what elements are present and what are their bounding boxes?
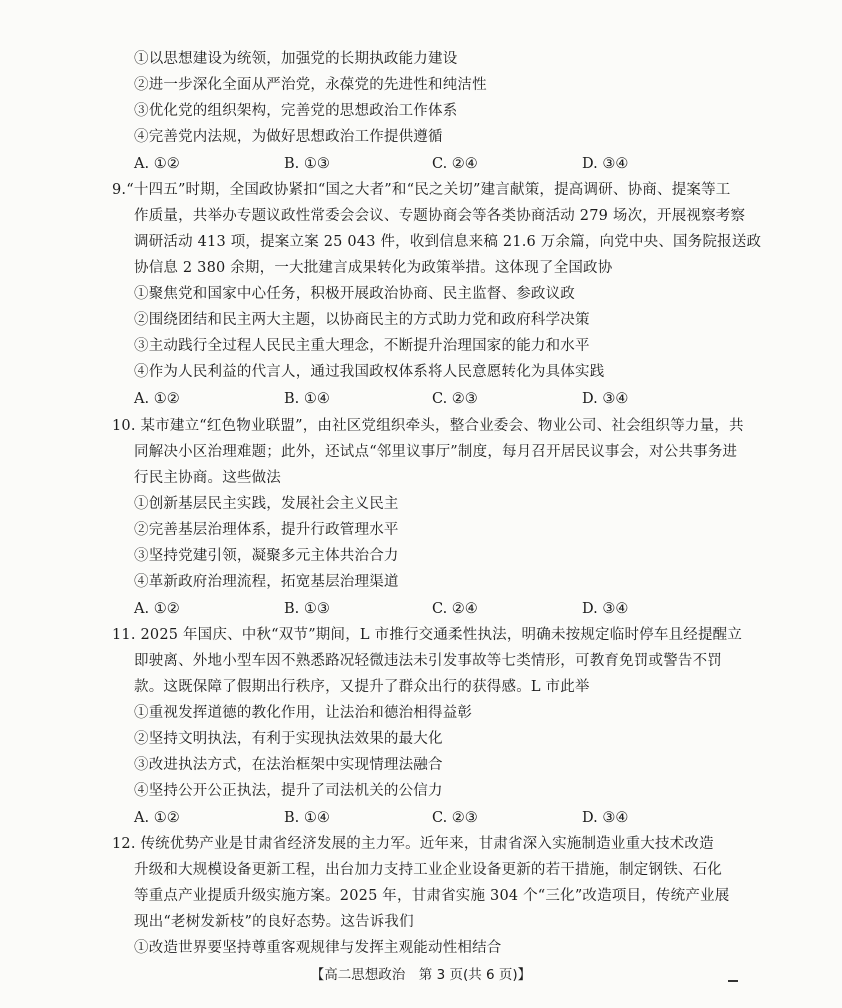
q10-option-2: ②完善基层治理体系，提升行政管理水平 [134,522,399,538]
q10-choices [134,599,794,619]
choice-a: A. ①② [134,156,180,172]
q12-stem-line-1: 12. 传统优势产业是甘肃省经济发展的主力军。近年来，甘肃省深入实施制造业重大技术改造 [112,836,714,852]
choice-c: C. ②④ [432,156,478,172]
q12-option-1: ①改造世界要坚持尊重客观规律与发挥主观能动性相结合 [134,940,502,956]
q8-option-2: ②进一步深化全面从严治党，永葆党的先进性和纯洁性 [134,77,487,93]
choice-b: B. ①③ [284,156,330,172]
q12-stem-line-2: 升级和大规模设备更新工程，出台加力支持工业企业设备更新的若干措施，制定钢铁、石化 [134,862,722,878]
choice-b: B. ①④ [284,810,330,826]
q8-option-1: ①以思想建设为统领，加强党的长期执政能力建设 [134,51,458,67]
q12-stem-line-4: 现出“老树发新枝”的良好态势。这告诉我们 [134,914,414,930]
choice-a: A. ①② [134,601,180,617]
q10-stem-line-1: 10. 某市建立“红色物业联盟”，由社区党组织牵头，整合业委会、物业公司、社会组织等力量，共 [112,418,744,434]
choice-a: A. ①② [134,810,180,826]
footer-mark [728,980,738,982]
q11-stem-line-1: 11. 2025 年国庆、中秋“双节”期间，L 市推行交通柔性执法，明确未按规定临时停车且经提醒立 [112,627,743,643]
q9-option-1: ①聚焦党和国家中心任务，积极开展政治协商、民主监督、参政议政 [134,286,575,302]
choice-c: C. ②③ [432,810,478,826]
q10-option-4: ④革新政府治理流程，拓宽基层治理渠道 [134,574,399,590]
q11-stem-line-2: 即驶离、外地小型车因不熟悉路况轻微违法未引发事故等七类情形，可教育免罚或警告不罚 [134,653,722,669]
q11-option-1: ①重视发挥道德的教化作用，让法治和德治相得益彰 [134,705,473,721]
q10-option-3: ③坚持党建引领，凝聚多元主体共治合力 [134,548,399,564]
choice-d: D. ③④ [582,156,629,172]
choice-b: B. ①④ [284,391,330,407]
q9-stem-line-3: 调研活动 413 项，提案立案 25 043 件，收到信息来稿 21.6 万余篇，向党中央、国务院报送政 [134,234,762,250]
q8-choices [134,154,794,174]
q9-stem-line-1: 9.“十四五”时期，全国政协紧扣“国之大者”和“民之关切”建言献策，提高调研、协商、提案等工 [112,182,731,198]
choice-c: C. ②④ [432,601,478,617]
q9-option-2: ②围绕团结和民主两大主题，以协商民主的方式助力党和政府科学决策 [134,312,590,328]
q9-stem-line-2: 作质量，共举办专题议政性常委会会议、专题协商会等各类协商活动 279 场次，开展视察考察 [134,208,746,224]
q11-option-3: ③改进执法方式，在法治框架中实现情理法融合 [134,757,443,773]
page-footer: 【高二思想政治 第 3 页(共 6 页)】 [310,967,532,983]
q12-stem-line-3: 等重点产业提质升级实施方案。2025 年，甘肃省实施 304 个“三化”改造项目，传统产业展 [134,888,730,904]
q10-stem-line-2: 同解决小区治理难题；此外，还试点“邻里议事厅”制度，每月召开居民议事会，对公共事务进 [134,444,738,460]
choice-a: A. ①② [134,391,180,407]
q10-option-1: ①创新基层民主实践，发展社会主义民主 [134,496,399,512]
q9-choices [134,389,794,409]
q8-option-4: ④完善党内法规，为做好思想政治工作提供遵循 [134,129,443,145]
q9-stem-line-4: 协信息 2 380 余期，一大批建言成果转化为政策举措。这体现了全国政协 [134,260,613,276]
q9-option-3: ③主动践行全过程人民民主重大理念，不断提升治理国家的能力和水平 [134,338,590,354]
q9-option-4: ④作为人民利益的代言人，通过我国政权体系将人民意愿转化为具体实践 [134,364,605,380]
choice-c: C. ②③ [432,391,478,407]
q11-option-2: ②坚持文明执法，有利于实现执法效果的最大化 [134,731,443,747]
choice-d: D. ③④ [582,601,629,617]
choice-d: D. ③④ [582,810,629,826]
q10-stem-line-3: 行民主协商。这些做法 [134,470,281,486]
q8-option-3: ③优化党的组织架构，完善党的思想政治工作体系 [134,103,458,119]
choice-d: D. ③④ [582,391,629,407]
q11-option-4: ④坚持公开公正执法，提升了司法机关的公信力 [134,783,443,799]
q11-stem-line-3: 款。这既保障了假期出行秩序，又提升了群众出行的获得感。L 市此举 [134,679,590,695]
q11-choices [134,808,794,828]
choice-b: B. ①③ [284,601,330,617]
